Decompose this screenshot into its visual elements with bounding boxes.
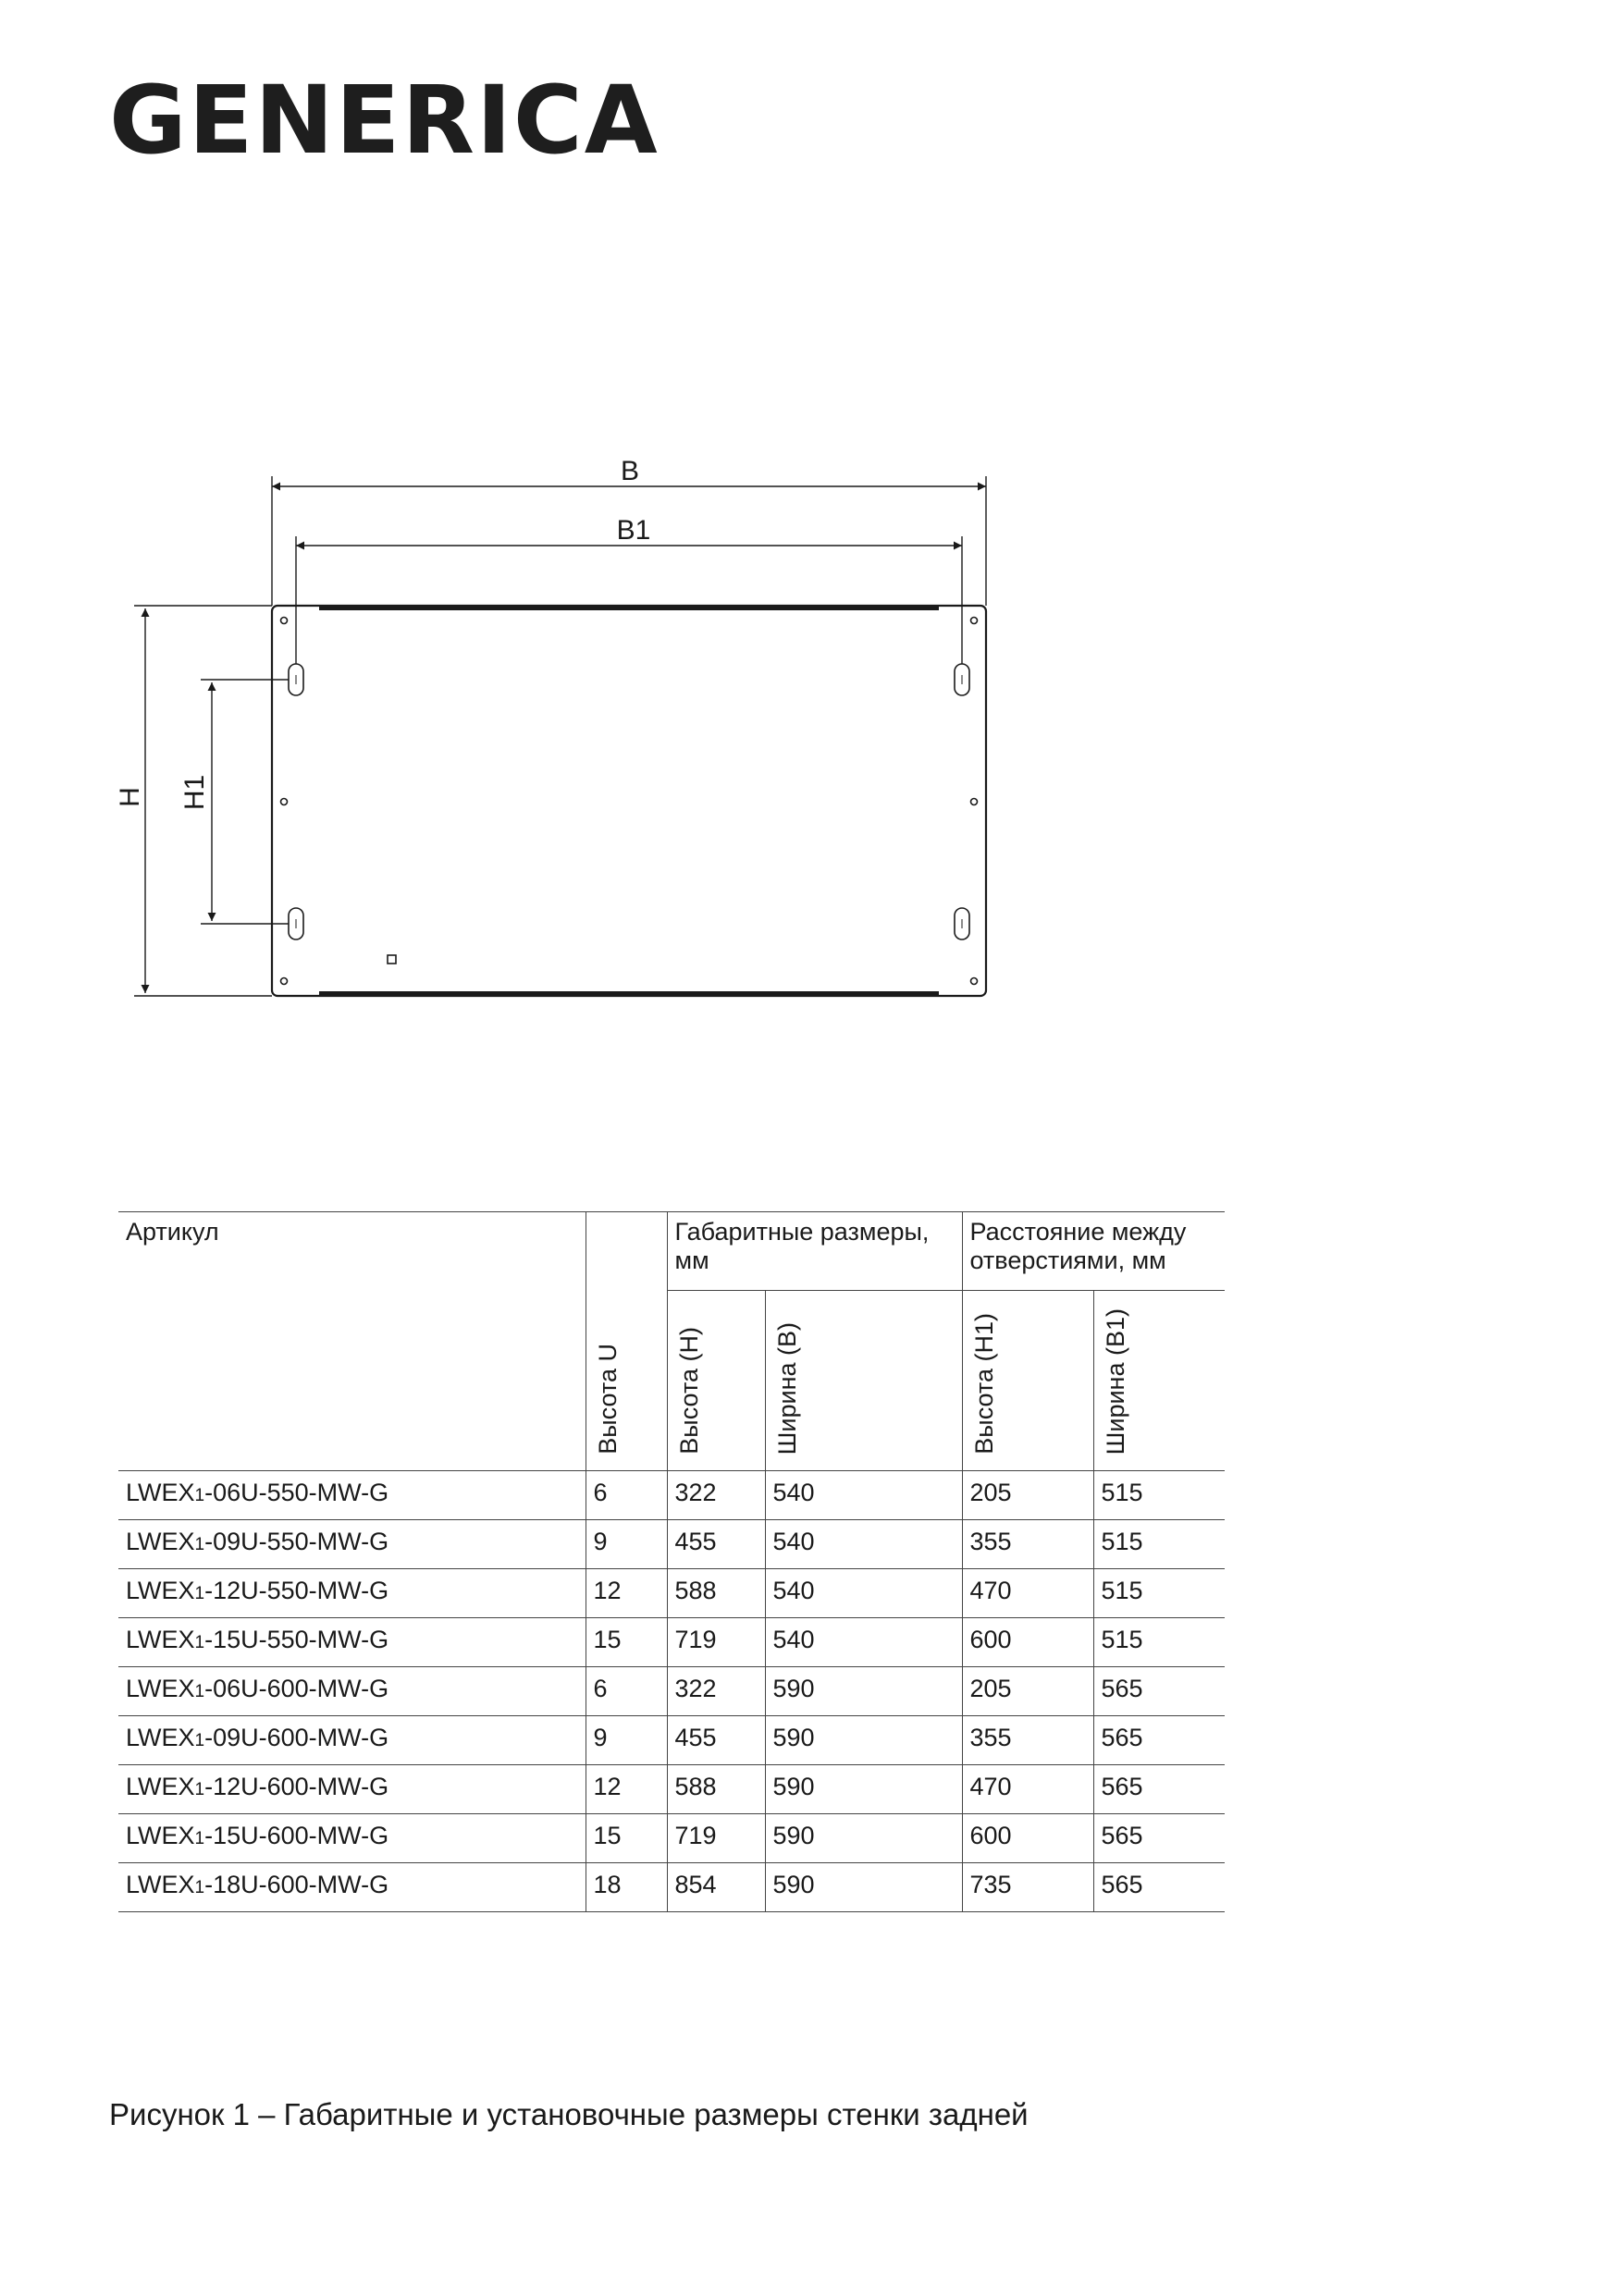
hole xyxy=(971,799,978,805)
header-holes-h1-label: Высота (H1) xyxy=(969,1313,998,1455)
header-overall-b xyxy=(765,1291,962,1471)
cell-overall-b: 540 xyxy=(765,1569,962,1618)
table-row xyxy=(118,1569,1225,1618)
cell-article: LWEX1-09U-550-MW-G xyxy=(118,1520,586,1569)
cell-holes-h1: 735 xyxy=(962,1863,1093,1912)
table-row xyxy=(118,1765,1225,1814)
cell-holes-h1: 355 xyxy=(962,1520,1093,1569)
cell-height-u: 12 xyxy=(586,1765,667,1814)
cell-holes-h1: 600 xyxy=(962,1814,1093,1863)
header-holes-h1 xyxy=(962,1291,1093,1471)
hole xyxy=(281,978,288,985)
dim-label-b: B xyxy=(620,456,640,486)
cell-height-u: 15 xyxy=(586,1814,667,1863)
cell-overall-h: 455 xyxy=(667,1520,765,1569)
table-row xyxy=(118,1520,1225,1569)
cell-overall-h: 588 xyxy=(667,1569,765,1618)
cell-overall-b: 590 xyxy=(765,1814,962,1863)
header-overall-h-label: Высота (H) xyxy=(674,1327,703,1455)
figure-caption: Рисунок 1 – Габаритные и установочные размеры стенки задней xyxy=(109,2097,1029,2131)
logo-text: GENERICA xyxy=(109,66,660,176)
cell-height-u: 15 xyxy=(586,1618,667,1667)
header-height-u xyxy=(586,1212,667,1471)
cell-holes-b1: 565 xyxy=(1093,1863,1225,1912)
cell-overall-b: 540 xyxy=(765,1618,962,1667)
table-row xyxy=(118,1863,1225,1912)
cell-overall-b: 590 xyxy=(765,1716,962,1765)
cell-overall-b: 590 xyxy=(765,1667,962,1716)
header-holes-b1-label: Ширина (B1) xyxy=(1101,1308,1129,1455)
ground-terminal xyxy=(388,955,396,964)
cell-article: LWEX1-06U-600-MW-G xyxy=(118,1667,586,1716)
table-row xyxy=(118,1814,1225,1863)
hole xyxy=(971,978,978,985)
cell-overall-h: 322 xyxy=(667,1667,765,1716)
cell-height-u: 6 xyxy=(586,1667,667,1716)
cell-overall-h: 719 xyxy=(667,1814,765,1863)
cell-holes-b1: 565 xyxy=(1093,1765,1225,1814)
cell-height-u: 9 xyxy=(586,1716,667,1765)
cell-holes-h1: 205 xyxy=(962,1667,1093,1716)
cell-holes-b1: 515 xyxy=(1093,1471,1225,1520)
header-overall-group: Габаритные размеры, мм xyxy=(667,1212,962,1291)
cell-overall-b: 590 xyxy=(765,1863,962,1912)
cell-holes-b1: 565 xyxy=(1093,1667,1225,1716)
hole xyxy=(281,799,288,805)
cell-holes-h1: 355 xyxy=(962,1716,1093,1765)
cell-holes-h1: 470 xyxy=(962,1569,1093,1618)
header-overall-b-label: Ширина (B) xyxy=(772,1321,801,1455)
dimensions-table xyxy=(118,1211,1225,1912)
cell-height-u: 9 xyxy=(586,1520,667,1569)
cell-article: LWEX1-15U-550-MW-G xyxy=(118,1618,586,1667)
cell-overall-h: 719 xyxy=(667,1618,765,1667)
cell-article: LWEX1-12U-600-MW-G xyxy=(118,1765,586,1814)
dim-label-h1: H1 xyxy=(179,774,210,811)
cell-overall-h: 322 xyxy=(667,1471,765,1520)
header-height-u-label: Высота U xyxy=(593,1344,622,1455)
cell-height-u: 12 xyxy=(586,1569,667,1618)
cell-holes-h1: 600 xyxy=(962,1618,1093,1667)
cell-article: LWEX1-12U-550-MW-G xyxy=(118,1569,586,1618)
table-row xyxy=(118,1667,1225,1716)
cell-holes-b1: 515 xyxy=(1093,1520,1225,1569)
cell-overall-h: 588 xyxy=(667,1765,765,1814)
cell-holes-b1: 515 xyxy=(1093,1569,1225,1618)
header-article: Артикул xyxy=(118,1212,586,1471)
header-overall-h xyxy=(667,1291,765,1471)
cell-overall-h: 455 xyxy=(667,1716,765,1765)
back-panel-drawing xyxy=(0,0,1615,1063)
cell-overall-b: 590 xyxy=(765,1765,962,1814)
cell-article: LWEX1-15U-600-MW-G xyxy=(118,1814,586,1863)
cell-height-u: 6 xyxy=(586,1471,667,1520)
header-holes-b1 xyxy=(1093,1291,1225,1471)
table-row xyxy=(118,1618,1225,1667)
dim-label-b1: B1 xyxy=(616,515,651,546)
cell-holes-b1: 565 xyxy=(1093,1716,1225,1765)
table-row xyxy=(118,1716,1225,1765)
hole xyxy=(281,618,288,624)
cell-holes-b1: 515 xyxy=(1093,1618,1225,1667)
header-holes-group: Расстояние между отверстиями, мм xyxy=(962,1212,1225,1291)
cell-article: LWEX1-09U-600-MW-G xyxy=(118,1716,586,1765)
cell-article: LWEX1-18U-600-MW-G xyxy=(118,1863,586,1912)
table-row xyxy=(118,1471,1225,1520)
cell-height-u: 18 xyxy=(586,1863,667,1912)
panel-outline xyxy=(272,606,986,996)
cell-overall-h: 854 xyxy=(667,1863,765,1912)
dim-label-h: H xyxy=(115,787,145,807)
cell-holes-h1: 470 xyxy=(962,1765,1093,1814)
cell-overall-b: 540 xyxy=(765,1520,962,1569)
cell-overall-b: 540 xyxy=(765,1471,962,1520)
cell-article: LWEX1-06U-550-MW-G xyxy=(118,1471,586,1520)
cell-holes-b1: 565 xyxy=(1093,1814,1225,1863)
cell-holes-h1: 205 xyxy=(962,1471,1093,1520)
hole xyxy=(971,618,978,624)
